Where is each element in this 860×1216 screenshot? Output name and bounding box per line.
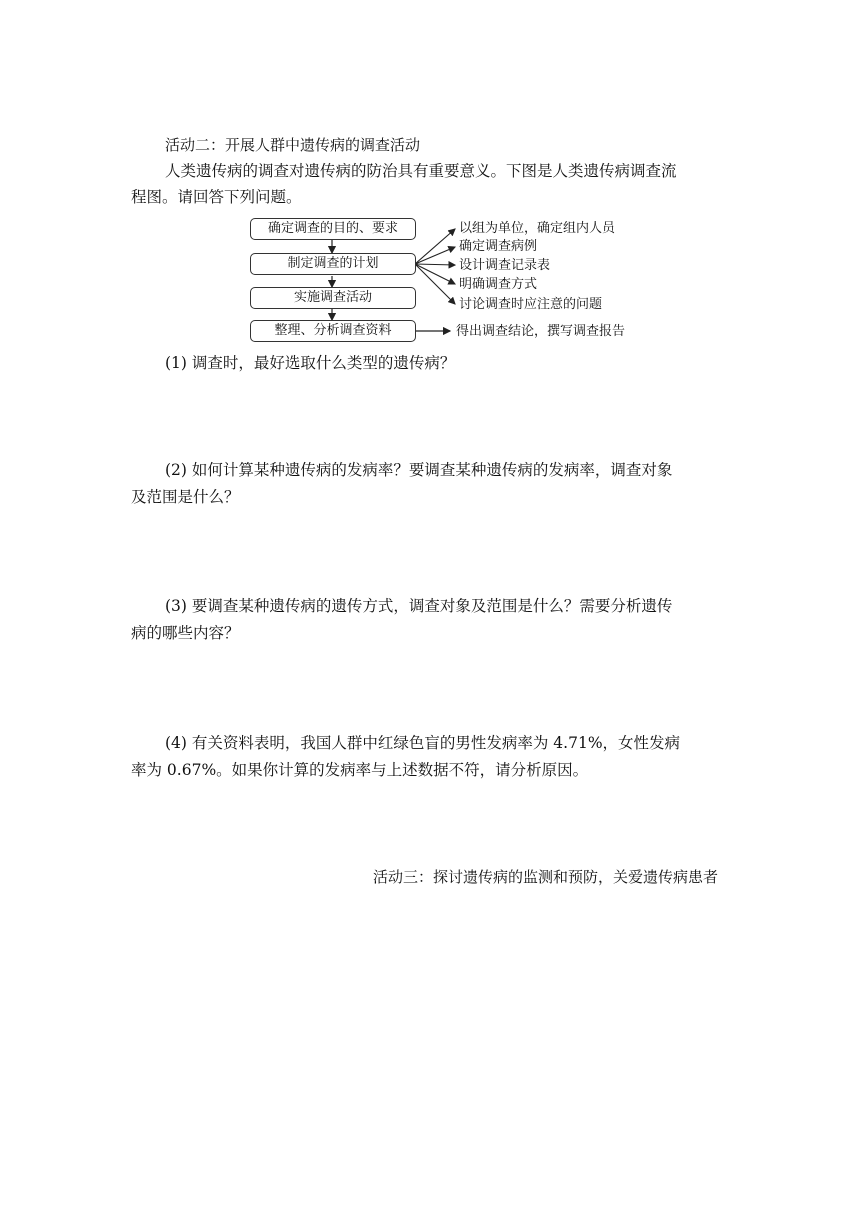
flowchart-arrows: [0, 0, 860, 400]
question-3-line-1: (3) 要调查某种遗传病的遗传方式，调查对象及范围是什么？需要分析遗传: [165, 597, 673, 615]
question-2-line-1: (2) 如何计算某种遗传病的发病率？要调查某种遗传病的发病率，调查对象: [165, 461, 673, 479]
activity2-heading: 活动二：开展人群中遗传病的调查活动: [165, 136, 421, 154]
flow-step-plan: 制定调查的计划: [250, 253, 416, 275]
plan-branch-group: 以组为单位，确定组内人员: [459, 221, 616, 236]
flow-step-purpose: 确定调查的目的、要求: [250, 218, 416, 240]
intro-line-2: 程图。请回答下列问题。: [131, 188, 302, 206]
question-3-line-2: 病的哪些内容？: [131, 624, 240, 642]
question-2-line-2: 及范围是什么？: [131, 488, 240, 506]
flow-step-implement: 实施调查活动: [250, 287, 416, 309]
plan-branch-record-form: 设计调查记录表: [459, 258, 551, 273]
flow-result: 得出调查结论，撰写调查报告: [456, 324, 626, 339]
flow-step-analyze: 整理、分析调查资料: [250, 320, 416, 342]
plan-branch-cases: 确定调查病例: [459, 239, 538, 254]
question-4-line-2: 率为 0.67%。如果你计算的发病率与上述数据不符，请分析原因。: [131, 761, 589, 779]
activity3-heading: 活动三：探讨遗传病的监测和预防，关爱遗传病患者: [373, 868, 719, 886]
question-4-line-1: (4) 有关资料表明，我国人群中红绿色盲的男性发病率为 4.71%，女性发病: [165, 734, 681, 752]
intro-line-1: 人类遗传病的调查对遗传病的防治具有重要意义。下图是人类遗传病调查流: [165, 162, 677, 180]
plan-branch-notes: 讨论调查时应注意的问题: [459, 297, 603, 312]
plan-branch-method: 明确调查方式: [459, 277, 538, 292]
question-1: (1) 调查时，最好选取什么类型的遗传病？: [165, 354, 456, 372]
